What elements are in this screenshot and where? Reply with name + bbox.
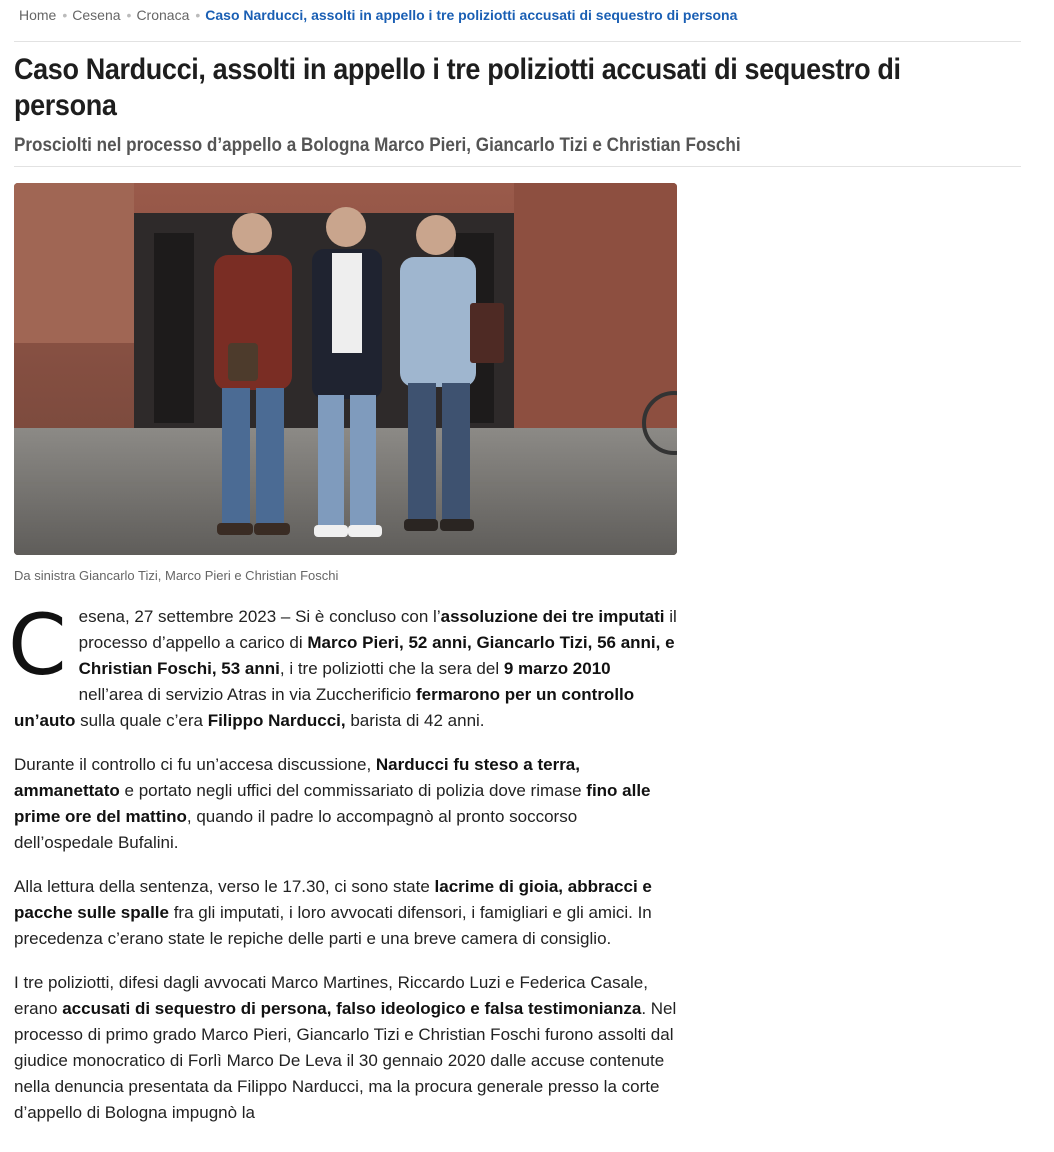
breadcrumb-cesena-link[interactable]: Cesena [72,7,121,23]
text-run: Durante il controllo ci fu un’accesa discussione, [14,755,376,774]
text-run: il processo d’appello a carico di [78,607,677,652]
breadcrumb-current-article-link[interactable]: Caso Narducci, assolti in appello i tre poliziotti accusati di sequestro di persona [205,7,738,23]
photo-illustration [14,183,677,555]
article-paragraph [14,970,678,1126]
bold-text-run: Narducci fu steso a terra, ammanettato [14,755,580,800]
article-paragraph [14,874,678,952]
bold-text-run: accusati di sequestro di persona, falso ideologico e falsa testimonianza [62,999,642,1018]
subtitle-divider [14,166,1021,167]
breadcrumb-separator-dot: • [195,7,201,23]
breadcrumb-home-link[interactable]: Home [19,7,57,23]
header-divider [14,41,1021,42]
bold-text-run: fino alle prime ore del mattino [14,781,651,826]
article-paragraph [14,604,678,734]
text-run: e portato negli uffici del commissariato di polizia dove rimase [119,781,587,800]
bold-text-run: Filippo Narducci, [207,711,346,730]
article-body [8,596,678,1144]
image-caption: Da sinistra Giancarlo Tizi, Marco Pieri e Christian Foschi [14,568,339,583]
text-run: barista di 42 anni. [345,711,485,730]
bold-text-run: lacrime di gioia, abbracci e pacche sulle spalle [14,877,652,922]
breadcrumb-separator-dot: • [62,7,68,23]
text-run: , i tre poliziotti che la sera del [279,659,504,678]
text-run: sulla quale c’era [75,711,208,730]
breadcrumb [19,5,737,25]
bold-text-run: 9 marzo 2010 [503,659,611,678]
text-run: , quando il padre lo accompagnò al pronto soccorso dell’ospedale Bufalini. [14,807,578,852]
text-run: Alla lettura della sentenza, verso le 17.30, ci sono state [14,877,435,896]
article-title: Caso Narducci, assolti in appello i tre poliziotti accusati di sequestro di persona [14,53,901,122]
article-photo[interactable] [14,183,677,555]
bold-text-run: assoluzione dei tre imputati [440,607,665,626]
article-subtitle: Prosciolti nel processo d’appello a Bologna Marco Pieri, Giancarlo Tizi e Christian Foschi [14,135,741,156]
bold-text-run: Marco Pieri, 52 anni, Giancarlo Tizi, 56 anni, e Christian Foschi, 53 anni [78,633,675,678]
text-run: esena, 27 settembre 2023 – Si è concluso con l’ [78,607,441,626]
bold-text-run: fermarono per un controllo un’auto [14,685,635,730]
text-run: . Nel processo di primo grado Marco Pieri, Giancarlo Tizi e Christian Foschi furono assolti dal giudice monocratico di Forlì Marco De Leva il 30 gennaio 2020 dalle accuse contenute nella denuncia presentata da Filippo Narducci, ma la procura generale presso la corte d’appello di Bologna impugnò la [14,999,677,1122]
text-run: fra gli imputati, i loro avvocati difensori, i famigliari e gli amici. In precedenza c’erano state le repiche delle parti e una breve camera di consiglio. [14,903,652,948]
breadcrumb-cronaca-link[interactable]: Cronaca [136,7,190,23]
article-paragraph [14,752,678,856]
text-run: I tre poliziotti, difesi dagli avvocati Marco Martines, Riccardo Luzi e Federica Casale, erano [14,973,648,1018]
text-run: nell’area di servizio Atras in via Zuccherificio [78,685,416,704]
drop-cap: C [8,596,67,694]
breadcrumb-separator-dot: • [126,7,132,23]
